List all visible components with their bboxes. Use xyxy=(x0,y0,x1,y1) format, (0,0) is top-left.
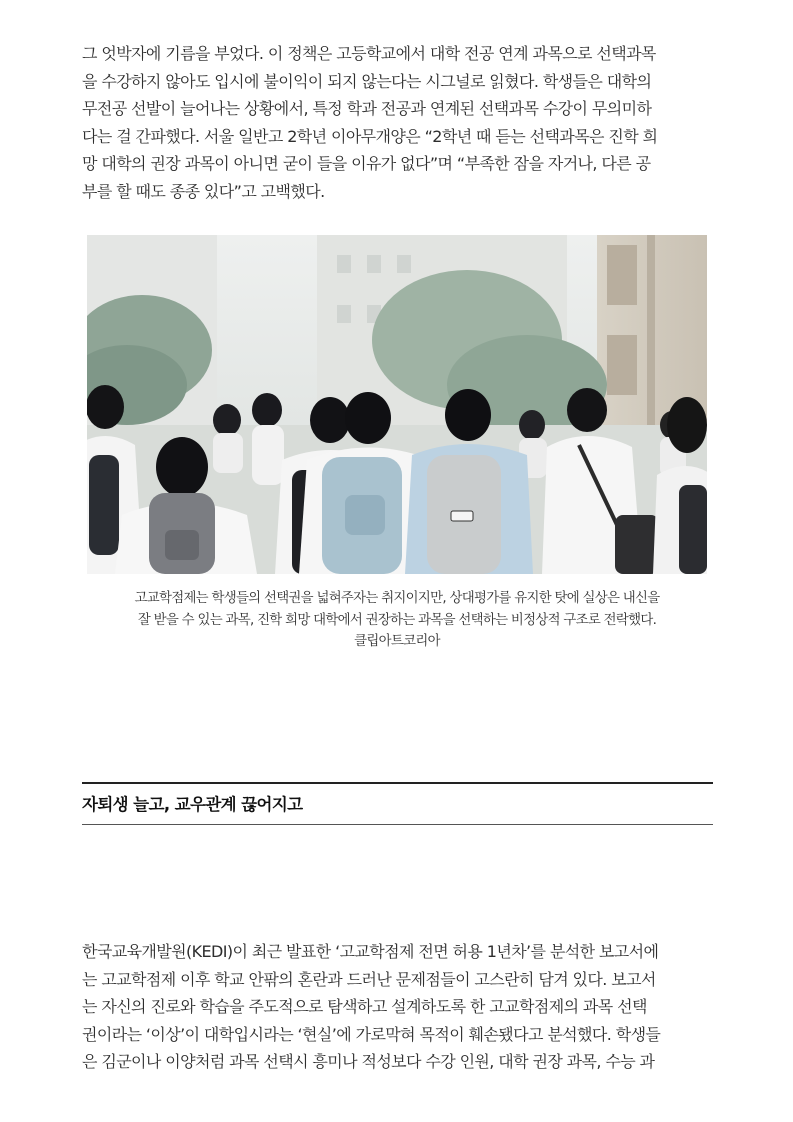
caption-line: 고교학점제는 학생들의 선택권을 넓혀주자는 취지이지만, 상대평가를 유지한 탓에 실상은 내신을 xyxy=(134,591,660,606)
caption-line: 잘 받을 수 있는 과목, 진학 희망 대학에서 권장하는 과목을 선택하는 비정상적 구조로 전락했다. xyxy=(137,612,657,628)
article-paragraph xyxy=(82,40,712,206)
photo-caption xyxy=(82,588,712,653)
text-line: 는 고교학점제 이후 학교 안팎의 혼란과 드러난 문제점들이 고스란히 담겨 있다. 보고서 xyxy=(82,969,656,989)
text-line: 은 김군이나 이양처럼 과목 선택시 흥미나 적성보다 수강 인원, 대학 권장 과목, 수능 과 xyxy=(82,1052,655,1072)
text-line: 그 엇박자에 기름을 부었다. 이 정책은 고등학교에서 대학 전공 연계 과목으로 선택과목 xyxy=(82,44,656,63)
text-line: 을 수강하지 않아도 입시에 불이익이 되지 않는다는 시그널로 읽혔다. 학생들은 대학의 xyxy=(82,71,652,91)
section-divider-top xyxy=(82,782,713,784)
section-divider-bottom xyxy=(82,824,713,825)
text-line: 부를 할 때도 종종 있다”고 고백했다. xyxy=(82,181,325,201)
text-line: 권이라는 ‘이상’이 대학입시라는 ‘현실’에 가로막혀 목적이 훼손됐다고 분석했다. 학생들 xyxy=(82,1024,661,1044)
text-line: 는 자신의 진로와 학습을 주도적으로 탐색하고 설계하도록 한 고교학점제의 과목 선택 xyxy=(82,997,647,1017)
text-line: 무전공 선발이 늘어나는 상황에서, 특정 학과 전공과 연계된 선택과목 수강이 무의미하 xyxy=(82,99,652,119)
text-line: 다는 걸 간파했다. 서울 일반고 2학년 이아무개양은 “2학년 때 듣는 선택과목은 진학 희 xyxy=(82,126,658,146)
photo-credit: 클립아트코리아 xyxy=(354,634,440,649)
article-photo xyxy=(87,235,707,574)
text-line: 망 대학의 권장 과목이 아니면 굳이 들을 이유가 없다”며 “부족한 잠을 자거나, 다른 공 xyxy=(82,154,651,174)
article-paragraph xyxy=(82,938,712,1076)
section-heading: 자퇴생 늘고, 교우관계 끊어지고 xyxy=(82,795,303,814)
text-line: 한국교육개발원(KEDI)이 최근 발표한 ‘고교학점제 전면 허용 1년차’를 분석한 보고서에 xyxy=(82,942,659,961)
